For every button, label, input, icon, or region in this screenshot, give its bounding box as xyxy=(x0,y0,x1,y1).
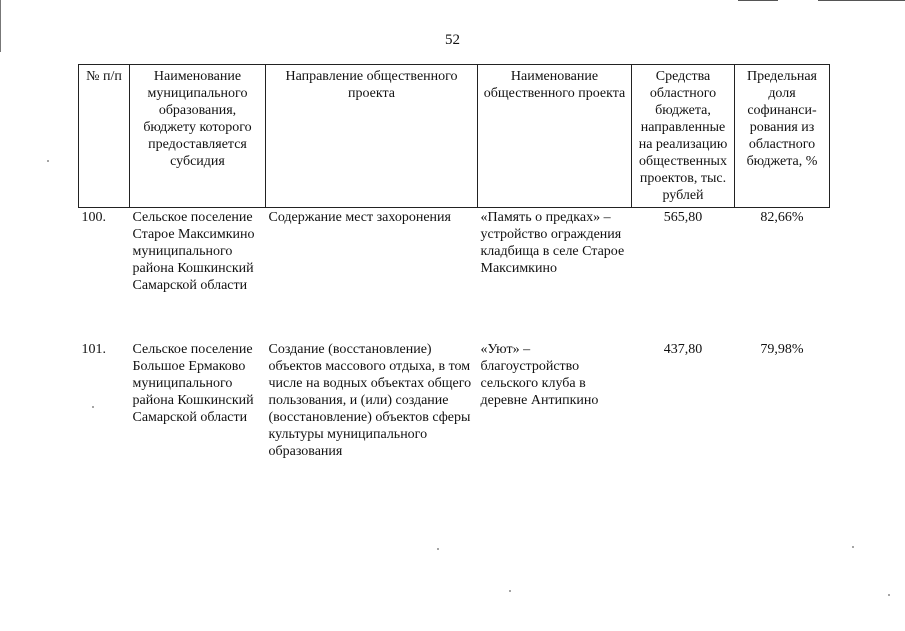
subsidy-table xyxy=(78,64,830,460)
regional-funds-cell: 565,80 xyxy=(663,210,703,225)
scan-top-rule xyxy=(818,0,905,1)
scan-speck xyxy=(47,160,49,162)
project-direction-cell: Содержание мест захоронения xyxy=(268,210,451,225)
project-name-cell: «Уют» – благоустройство сельского клуба в деревне Антипкино xyxy=(480,342,599,408)
scan-top-mark xyxy=(738,0,778,1)
header-project-name: Наименование общественного проекта xyxy=(478,65,632,208)
scan-speck xyxy=(509,590,511,592)
header-number: № п/п xyxy=(79,65,130,208)
municipality-cell: Сельское поселение Большое Ермаково муниципального района Кошкинский Самарской области xyxy=(132,342,254,425)
cofinancing-share-cell: 79,98% xyxy=(760,342,804,357)
header-regional-funds: Средства областного бюджета, направленные на реализацию общественных проектов, тыс. рублей xyxy=(632,65,735,208)
cofinancing-share-cell: 82,66% xyxy=(760,210,804,225)
table-row xyxy=(79,208,830,342)
scan-speck xyxy=(437,548,439,550)
row-number: 100. xyxy=(81,210,106,225)
page-number: 52 xyxy=(445,32,460,48)
row-number: 101. xyxy=(81,342,106,357)
project-direction-cell: Создание (восстановление) объектов массового отдыха, в том числе на водных объектах общего пользования, и (или) создание (восстановление) объектов сферы культуры муниципального образования xyxy=(268,342,472,459)
header-municipality: Наименование муниципального образования, бюджету которого предоставляется субсидия xyxy=(130,65,266,208)
table-row xyxy=(79,341,830,460)
scan-speck xyxy=(92,406,94,408)
scan-speck xyxy=(888,594,890,596)
project-name-cell: «Память о предках» – устройство ограждения кладбища в селе Старое Максимкино xyxy=(480,210,625,276)
scan-speck xyxy=(852,546,854,548)
header-cofinancing-share: Предельная доля софинанси-рования из областного бюджета, % xyxy=(735,65,830,208)
regional-funds-cell: 437,80 xyxy=(663,342,703,357)
table-header-row xyxy=(79,65,830,208)
header-project-direction: Направление общественного проекта xyxy=(266,65,478,208)
municipality-cell: Сельское поселение Старое Максимкино муниципального района Кошкинский Самарской области xyxy=(132,210,255,293)
